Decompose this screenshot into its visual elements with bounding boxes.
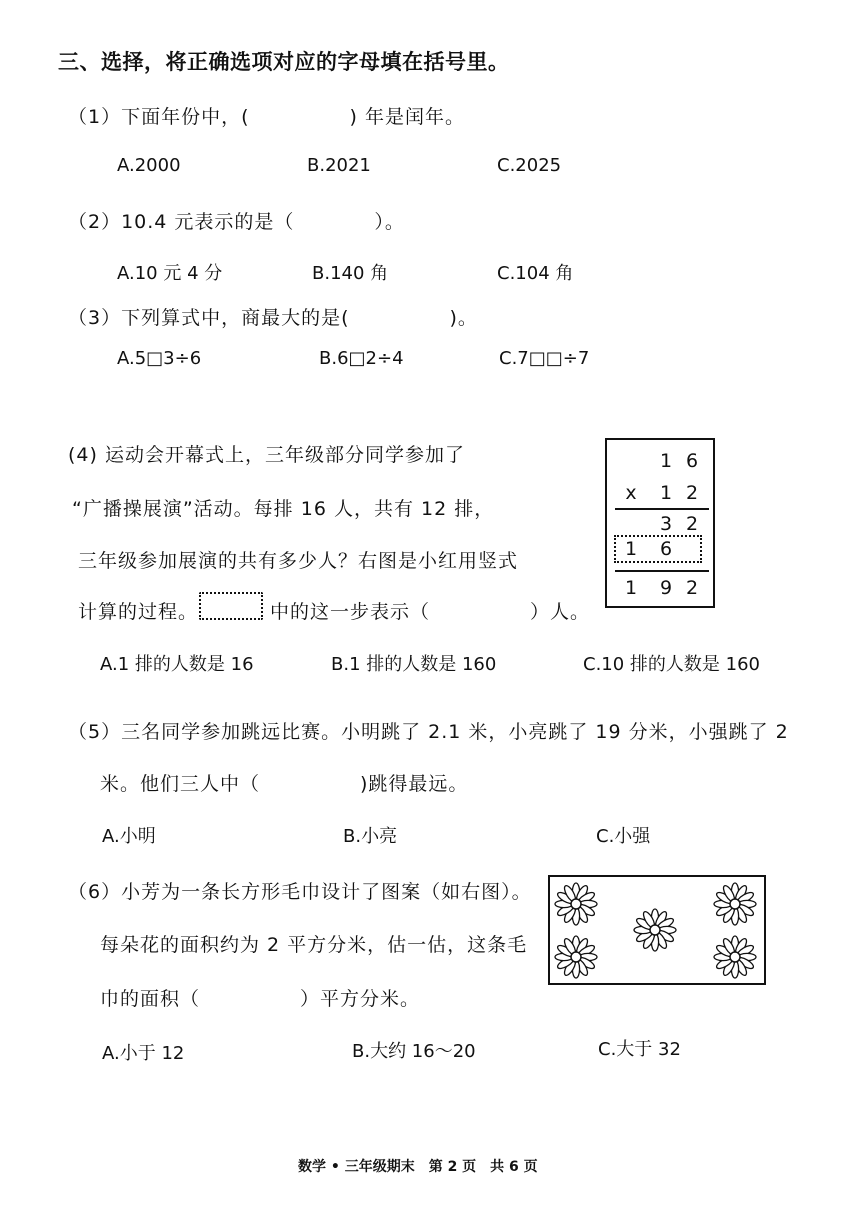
calc-r2-c3: 2: [685, 482, 699, 504]
question-5-line-2: 米。他们三人中（ )跳得最远。: [100, 773, 469, 795]
calc-line-2: [615, 570, 709, 572]
question-4-line-3: 三年级参加展演的共有多少人？右图是小红用竖式: [78, 550, 519, 572]
question-2-text: （2）10.4 元表示的是（ ）。: [68, 211, 405, 233]
flower-icon: [714, 883, 756, 925]
question-5-option-b: B.小亮: [343, 826, 398, 847]
calc-r4-c1: 1: [624, 538, 638, 560]
calc-line-1: [615, 508, 709, 510]
calc-r3-c3: 2: [685, 513, 699, 535]
question-4-option-b: B.1 排的人数是 160: [331, 654, 497, 675]
question-6-option-b: B.大约 16～20: [352, 1041, 476, 1062]
question-6-line-3: 巾的面积（ ）平方分米。: [100, 988, 421, 1010]
calc-r5-c1: 1: [624, 577, 638, 599]
question-6-option-a: A.小于 12: [102, 1043, 185, 1064]
vertical-multiplication: [605, 438, 715, 608]
question-5-option-a: A.小明: [102, 826, 156, 847]
question-1-option-b: B.2021: [307, 155, 371, 176]
question-3-text: （3）下列算式中，商最大的是( )。: [68, 307, 478, 329]
calc-r2-c2: 1: [659, 482, 673, 504]
flower-icon: [714, 936, 756, 978]
question-4-line-4: 计算的过程。: [78, 601, 199, 623]
highlighted-step-box: [199, 592, 263, 620]
question-5-option-c: C.小强: [596, 826, 651, 847]
question-6-line-1: （6）小芳为一条长方形毛巾设计了图案（如右图）。: [68, 881, 532, 903]
calc-r4-c2: 6: [659, 538, 673, 560]
question-1-option-c: C.2025: [497, 155, 562, 176]
page-footer: 数学 • 三年级期末 第 2 页 共 6 页: [298, 1159, 538, 1175]
calc-r1-c3: 6: [685, 450, 699, 472]
question-1-text: （1）下面年份中，( ) 年是闰年。: [68, 106, 465, 128]
question-1-option-a: A.2000: [117, 155, 181, 176]
question-4-option-c: C.10 排的人数是 160: [583, 654, 760, 675]
flower-icon: [555, 883, 597, 925]
flower-icon: [555, 936, 597, 978]
question-2-option-b: B.140 角: [312, 263, 389, 284]
question-6-line-2: 每朵花的面积约为 2 平方分米，估一估，这条毛: [100, 934, 528, 956]
question-3-option-b: B.6□2÷4: [319, 348, 404, 369]
question-4-line-1: (4) 运动会开幕式上，三年级部分同学参加了: [68, 444, 465, 466]
towel-pattern-figure: [548, 875, 766, 985]
question-5-line-1: （5）三名同学参加跳远比赛。小明跳了 2.1 米，小亮跳了 19 分米，小强跳了 2: [68, 721, 789, 743]
question-3-option-a: A.5□3÷6: [117, 348, 202, 369]
calc-r5-c2: 9: [659, 577, 673, 599]
question-3-option-c: C.7□□÷7: [499, 348, 590, 369]
question-2-option-a: A.10 元 4 分: [117, 263, 223, 284]
calc-r1-c2: 1: [659, 450, 673, 472]
flower-pattern: [550, 877, 764, 983]
question-4-line-2: “广播操展演”活动。每排 16 人，共有 12 排，: [72, 498, 495, 520]
flower-icon: [634, 909, 676, 951]
calc-r5-c3: 2: [685, 577, 699, 599]
question-4-line-4-tail: 中的这一步表示（ ）人。: [270, 601, 591, 623]
calc-r2-c1: x: [625, 482, 637, 504]
question-2-option-c: C.104 角: [497, 263, 574, 284]
calc-r3-c2: 3: [659, 513, 673, 535]
question-6-option-c: C.大于 32: [598, 1039, 681, 1060]
question-4-option-a: A.1 排的人数是 16: [100, 654, 254, 675]
section-title: 三、选择，将正确选项对应的字母填在括号里。: [58, 50, 510, 74]
